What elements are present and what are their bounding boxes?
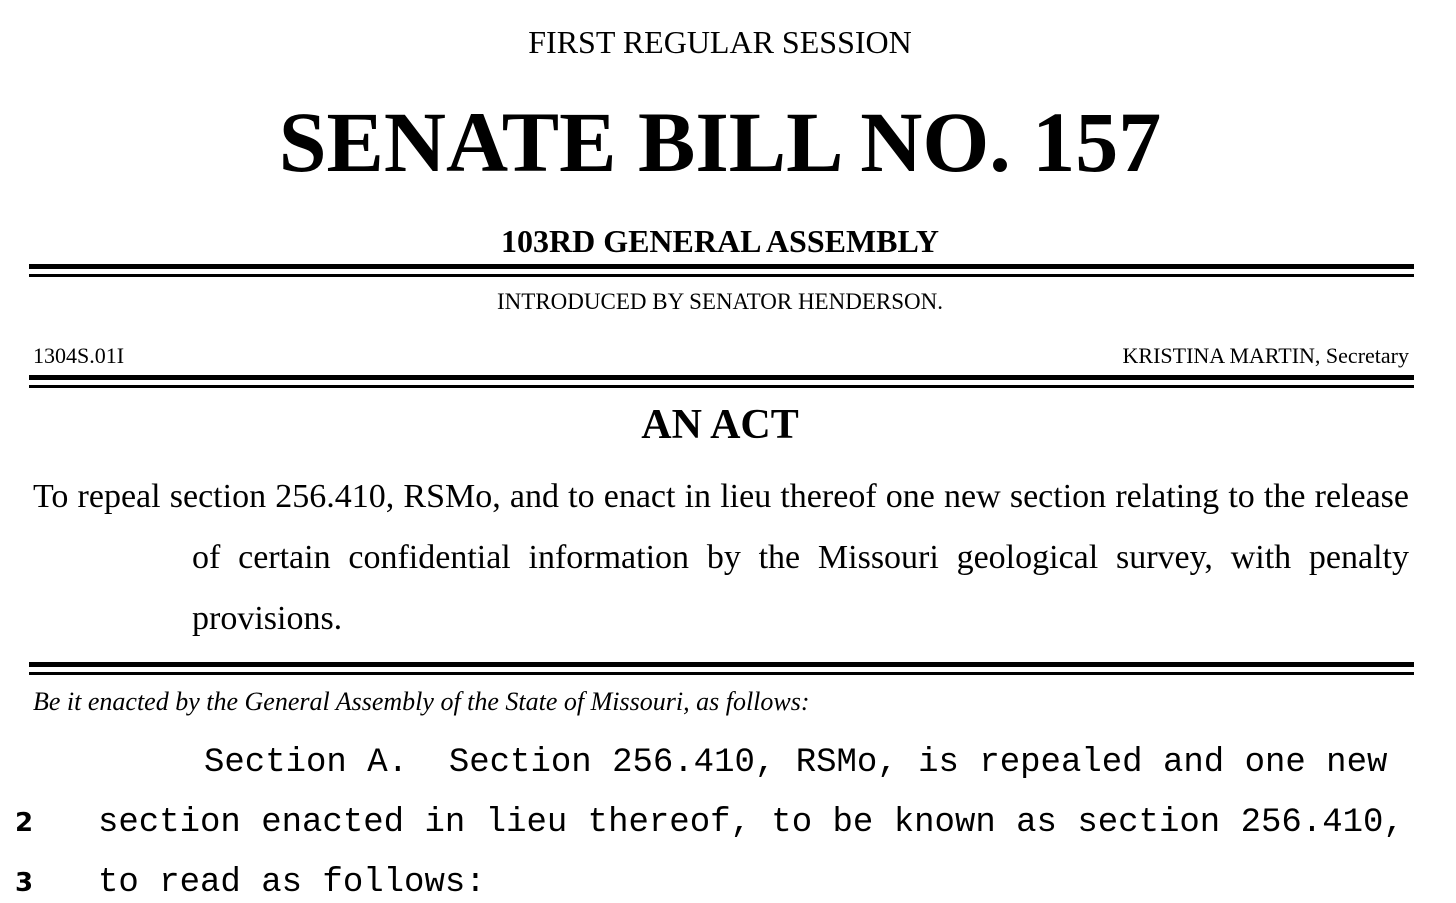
line-number: 3	[15, 868, 34, 898]
body-text-line: Section A. Section 256.410, RSMo, is repealed and one new	[204, 744, 1388, 782]
body-text-line: to read as follows:	[98, 864, 486, 902]
double-rule-divider	[29, 264, 1414, 277]
double-rule-divider	[29, 375, 1414, 388]
enacting-clause: Be it enacted by the General Assembly of the State of Missouri, as follows:	[33, 687, 810, 716]
bill-title: SENATE BILL NO. 157	[278, 94, 1162, 190]
act-title-paragraph: To repeal section 256.410, RSMo, and to enact in lieu thereof one new section relating to the release of certain confidential information by the Missouri geological survey, with penalty provisions.	[33, 478, 1409, 637]
line-number: 2	[15, 808, 34, 838]
introduced-by-line: INTRODUCED BY SENATOR HENDERSON.	[497, 289, 943, 314]
secretary-line: KRISTINA MARTIN, Secretary	[1122, 343, 1409, 368]
bill-code: 1304S.01I	[33, 343, 125, 368]
double-rule-divider	[29, 662, 1414, 675]
general-assembly-label: 103RD GENERAL ASSEMBLY	[500, 223, 940, 259]
session-label: FIRST REGULAR SESSION	[528, 24, 912, 60]
act-heading: AN ACT	[641, 402, 799, 448]
body-text-line: section enacted in lieu thereof, to be known as section 256.410,	[98, 804, 1404, 842]
